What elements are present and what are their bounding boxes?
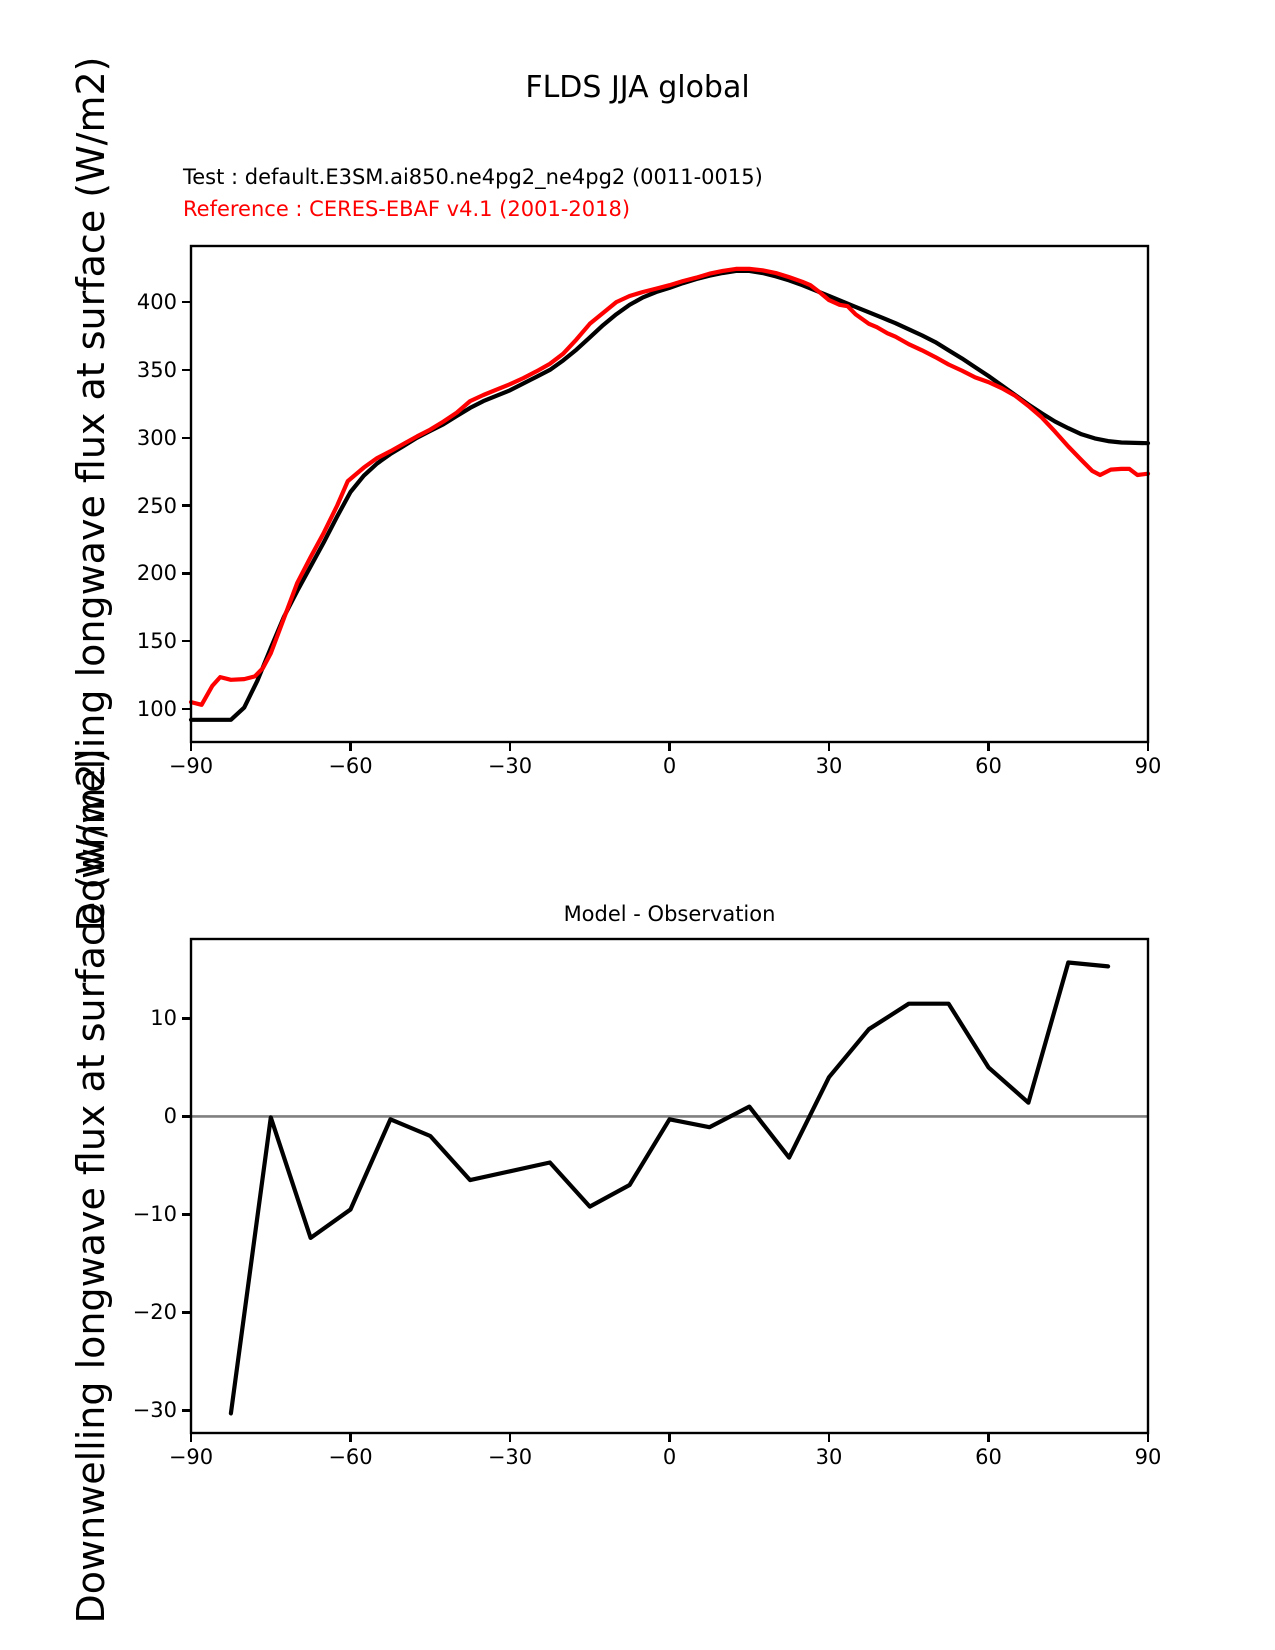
y-tick-mark <box>182 1311 190 1313</box>
series-line-1-0 <box>231 963 1108 1414</box>
axes-spine <box>191 246 1148 742</box>
series-line-0-0 <box>191 271 1148 720</box>
y-tick-mark <box>182 301 190 303</box>
y-tick-mark <box>182 1409 190 1411</box>
x-tick-label: 30 <box>815 754 843 778</box>
y-tick-label: 150 <box>136 629 177 654</box>
x-tick-mark <box>509 743 511 751</box>
x-tick-mark <box>987 743 989 751</box>
x-tick-label: −90 <box>168 754 214 778</box>
y-tick-mark <box>182 369 190 371</box>
x-tick-label: 90 <box>1134 754 1162 778</box>
y-tick-label: 10 <box>150 1006 177 1031</box>
series-line-0-1 <box>191 269 1148 705</box>
x-tick-label: 60 <box>975 754 1002 778</box>
y-tick-mark <box>182 1115 190 1117</box>
y-tick-label: 400 <box>136 290 177 315</box>
reference-run-label: Reference : CERES-EBAF v4.1 (2001-2018) <box>183 197 631 221</box>
x-tick-label: 90 <box>1134 1445 1162 1469</box>
x-tick-label: 30 <box>815 1445 843 1469</box>
y-tick-label: 250 <box>136 493 177 518</box>
x-tick-label: 0 <box>662 1445 677 1469</box>
y-tick-label: 0 <box>163 1104 177 1129</box>
y-tick-label: −30 <box>132 1398 177 1423</box>
x-tick-label: −60 <box>328 1445 373 1469</box>
difference-chart <box>191 939 1148 1433</box>
x-tick-mark <box>828 743 830 751</box>
test-run-label: Test : default.E3SM.ai850.ne4pg2_ne4pg2 (0011-0015) <box>183 165 763 189</box>
y-tick-label: 100 <box>136 696 177 721</box>
y-tick-label: −20 <box>132 1300 177 1325</box>
x-tick-mark <box>668 1434 670 1442</box>
x-tick-mark <box>668 743 670 751</box>
x-tick-label: −90 <box>168 1445 214 1469</box>
x-tick-mark <box>987 1434 989 1442</box>
y-tick-label: −10 <box>132 1202 177 1227</box>
x-tick-mark <box>828 1434 830 1442</box>
x-tick-mark <box>1147 1434 1149 1442</box>
x-tick-label: 0 <box>662 754 677 778</box>
zonal-mean-chart <box>191 246 1148 742</box>
x-tick-label: −30 <box>487 754 533 778</box>
x-tick-label: −60 <box>328 754 373 778</box>
y-tick-label: 200 <box>136 561 177 586</box>
y-tick-mark <box>182 437 190 439</box>
axes-spine <box>191 939 1148 1433</box>
y-tick-label: 350 <box>136 357 177 382</box>
y-tick-mark <box>182 572 190 574</box>
y-tick-label: 300 <box>136 425 177 450</box>
x-tick-mark <box>190 1434 192 1442</box>
figure-title: FLDS JJA global <box>525 70 750 105</box>
x-tick-label: −30 <box>487 1445 533 1469</box>
y-tick-mark <box>182 504 190 506</box>
y-tick-mark <box>182 1017 190 1019</box>
y-tick-mark <box>182 1213 190 1215</box>
difference-chart-title: Model - Observation <box>563 902 776 926</box>
x-tick-mark <box>1147 743 1149 751</box>
x-tick-mark <box>349 743 351 751</box>
y-tick-mark <box>182 640 190 642</box>
x-tick-mark <box>509 1434 511 1442</box>
top-y-axis-label: Downwelling longwave flux at surface (W/m2) <box>69 56 113 932</box>
x-tick-mark <box>190 743 192 751</box>
x-tick-mark <box>349 1434 351 1442</box>
bottom-y-axis-label: Downwelling longwave flux at surface (W/m2) <box>69 748 113 1624</box>
x-tick-label: 60 <box>975 1445 1002 1469</box>
y-tick-mark <box>182 708 190 710</box>
